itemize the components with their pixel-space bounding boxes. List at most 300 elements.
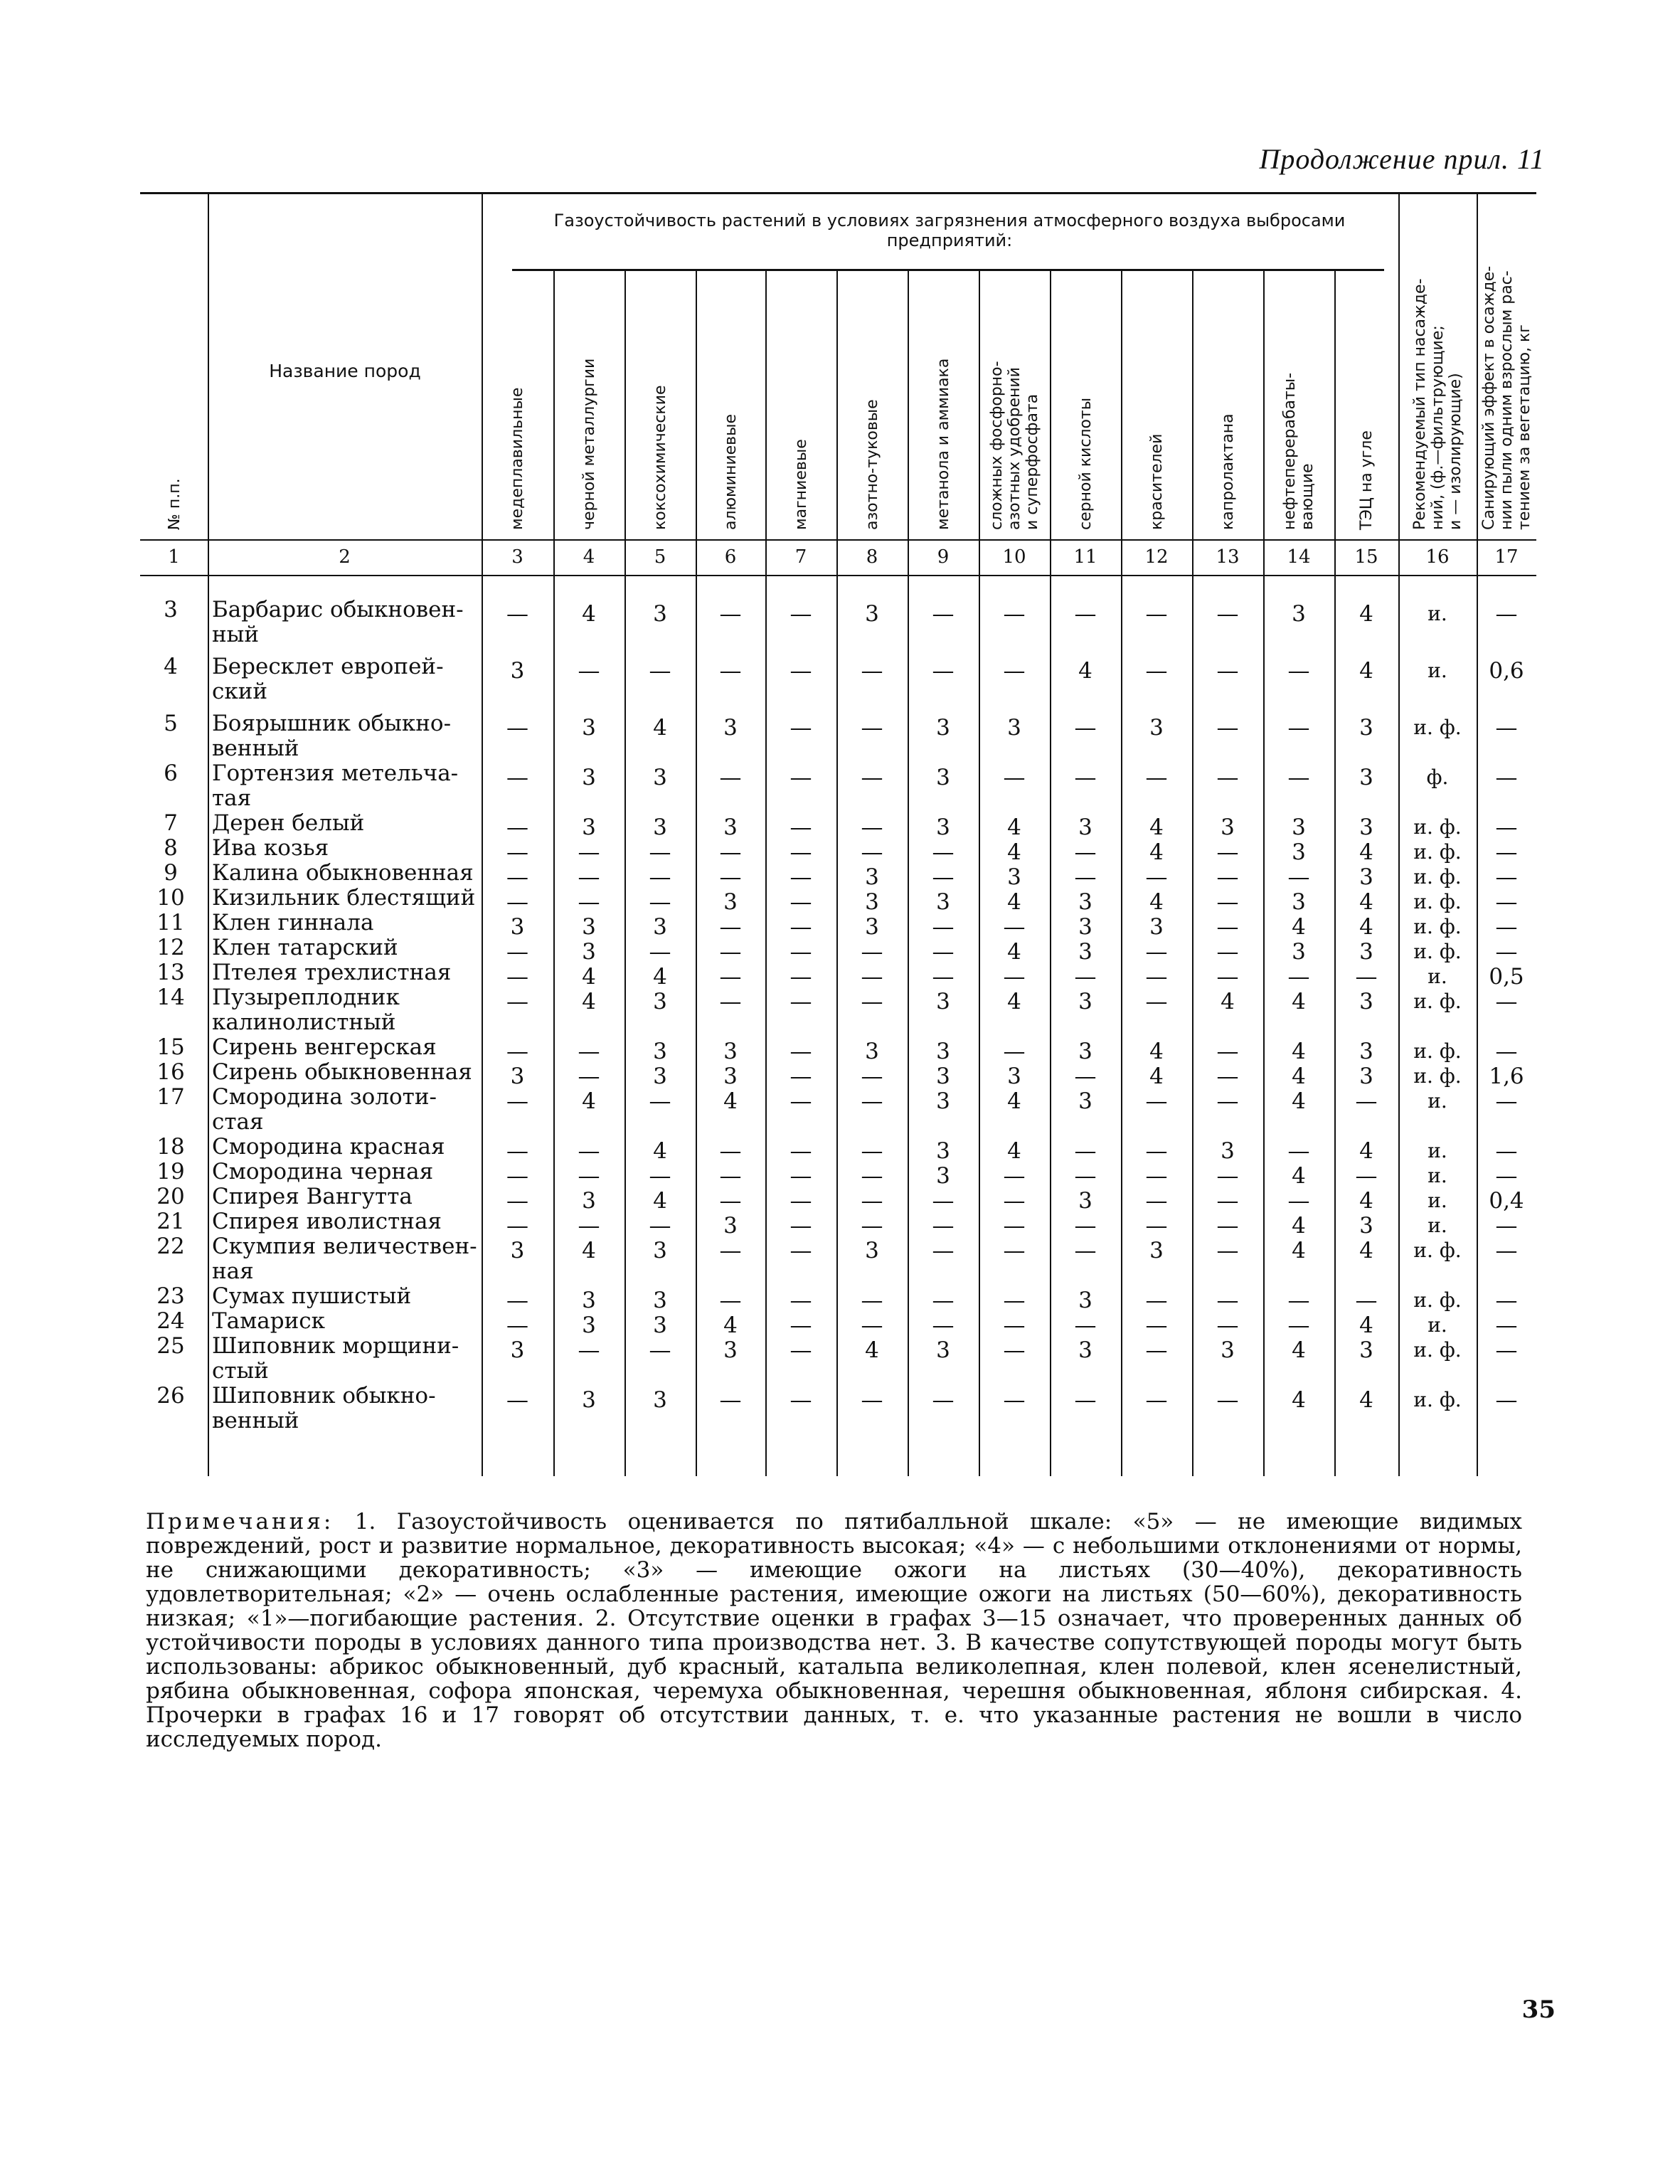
planting-type-cell: и. ф. xyxy=(1413,865,1462,889)
column-number: 3 xyxy=(511,546,523,568)
industry-header-7-text: магниевые xyxy=(792,439,810,530)
rating-cell: — xyxy=(1145,1337,1168,1363)
rating-cell: 3 xyxy=(1078,889,1092,915)
rating-cell: 3 xyxy=(1359,765,1373,790)
species-name: Сирень обыкновенная xyxy=(212,1059,472,1085)
rating-cell: — xyxy=(1074,1387,1097,1413)
rating-cell: — xyxy=(719,1188,742,1214)
rating-cell: 3 xyxy=(1221,1337,1235,1363)
rating-cell: 3 xyxy=(1359,939,1373,965)
rating-cell: — xyxy=(1216,939,1239,965)
rating-cell: 4 xyxy=(723,1313,738,1338)
notes-block xyxy=(146,1510,1522,1751)
rating-cell: — xyxy=(506,815,528,840)
rating-cell: — xyxy=(1074,715,1097,741)
rating-cell: — xyxy=(649,1213,671,1239)
species-name: Птелея трехлистная xyxy=(212,960,452,985)
rating-cell: — xyxy=(861,1313,883,1338)
rating-cell: 3 xyxy=(653,601,667,627)
row-number: 9 xyxy=(164,860,178,886)
rating-cell: 3 xyxy=(510,914,525,940)
column-rule xyxy=(624,270,626,1476)
rating-cell: 3 xyxy=(723,1213,738,1239)
rating-cell: — xyxy=(1145,939,1168,965)
rating-cell: 3 xyxy=(865,889,879,915)
rating-cell: — xyxy=(1003,914,1026,940)
rating-cell: — xyxy=(1003,1337,1026,1363)
rating-cell: 4 xyxy=(1292,914,1306,940)
row-number: 6 xyxy=(164,760,178,786)
row-number: 8 xyxy=(164,835,178,861)
planting-type-cell: и. ф. xyxy=(1413,1064,1462,1088)
rating-cell: 3 xyxy=(582,1387,596,1413)
dust-effect-cell: — xyxy=(1495,1337,1518,1363)
rating-cell: 4 xyxy=(1359,1138,1373,1164)
rating-cell: — xyxy=(649,839,671,865)
rating-cell: — xyxy=(719,765,742,790)
rating-cell: — xyxy=(719,964,742,990)
col17-header-text: Санирующий эффект в осажде- нии пыли одним взрослым рас- тением за вегетацию, кг xyxy=(1479,265,1533,530)
rating-cell: 4 xyxy=(653,715,667,741)
rating-cell: — xyxy=(1287,864,1310,890)
planting-type-cell: ф. xyxy=(1426,765,1449,789)
rating-cell: — xyxy=(1074,1213,1097,1239)
planting-type-cell: и. xyxy=(1428,1139,1447,1162)
row-number: 25 xyxy=(156,1333,185,1359)
rating-cell: — xyxy=(1074,839,1097,865)
rating-cell: — xyxy=(649,864,671,890)
column-rule xyxy=(979,270,980,1476)
colnum-top-rule xyxy=(140,539,1536,541)
rating-cell: — xyxy=(861,964,883,990)
rating-cell: — xyxy=(1003,1238,1026,1263)
rating-cell: — xyxy=(1216,1064,1239,1089)
rating-cell: — xyxy=(1287,1138,1310,1164)
rating-cell: — xyxy=(1003,1387,1026,1413)
rating-cell: — xyxy=(1216,1188,1239,1214)
row-number: 4 xyxy=(164,654,178,679)
rating-cell: 3 xyxy=(653,1288,667,1313)
rating-cell: 3 xyxy=(653,1238,667,1263)
rating-cell: 3 xyxy=(936,889,950,915)
rating-cell: — xyxy=(1287,964,1310,990)
rating-cell: — xyxy=(790,1213,812,1239)
dust-effect-cell: 0,5 xyxy=(1489,964,1524,990)
rating-cell: 3 xyxy=(653,914,667,940)
planting-type-cell: и. xyxy=(1428,602,1447,625)
planting-type-cell: и. ф. xyxy=(1413,1239,1462,1262)
rating-cell: 3 xyxy=(582,765,596,790)
rating-cell: 3 xyxy=(723,1064,738,1089)
column-number: 12 xyxy=(1144,546,1169,568)
rating-cell: — xyxy=(932,601,955,627)
rating-cell: — xyxy=(861,815,883,840)
species-name: Смородина черная xyxy=(212,1159,434,1184)
rating-cell: 3 xyxy=(936,1088,950,1114)
dust-effect-cell: — xyxy=(1495,765,1518,790)
rating-cell: — xyxy=(506,1213,528,1239)
species-name: Боярышник обыкно- венный xyxy=(212,711,452,761)
rating-cell: 3 xyxy=(510,1238,525,1263)
rating-cell: — xyxy=(719,989,742,1014)
rating-cell: — xyxy=(578,658,600,684)
rating-cell: 4 xyxy=(653,1188,667,1214)
rating-cell: — xyxy=(1216,1313,1239,1338)
rating-cell: 4 xyxy=(582,1238,596,1263)
planting-type-cell: и. ф. xyxy=(1413,840,1462,864)
rating-cell: — xyxy=(719,864,742,890)
column-number: 10 xyxy=(1002,546,1026,568)
planting-type-cell: и. xyxy=(1428,659,1447,682)
rating-cell: 3 xyxy=(1078,939,1092,965)
rating-cell: — xyxy=(932,1238,955,1263)
rating-cell: — xyxy=(506,601,528,627)
dust-effect-cell: — xyxy=(1495,989,1518,1014)
rating-cell: 3 xyxy=(1078,815,1092,840)
rating-cell: — xyxy=(1216,1288,1239,1313)
rating-cell: — xyxy=(1216,964,1239,990)
dust-effect-cell: — xyxy=(1495,715,1518,741)
column-rule xyxy=(208,192,209,1476)
column-number: 4 xyxy=(583,546,595,568)
rating-cell: — xyxy=(1355,1163,1378,1189)
rating-cell: — xyxy=(1145,1288,1168,1313)
rating-cell: — xyxy=(1003,658,1026,684)
species-name: Сумах пушистый xyxy=(212,1283,412,1309)
rating-cell: — xyxy=(790,889,812,915)
rating-cell: — xyxy=(506,765,528,790)
rating-cell: 4 xyxy=(1292,1238,1306,1263)
row-number: 11 xyxy=(156,910,185,935)
rating-cell: — xyxy=(932,1188,955,1214)
planting-type-cell: и. ф. xyxy=(1413,1388,1462,1411)
planting-type-cell: и. ф. xyxy=(1413,1288,1462,1312)
rating-cell: — xyxy=(649,658,671,684)
notes-lead: Примечания: xyxy=(146,1509,334,1534)
rating-cell: — xyxy=(1355,1288,1378,1313)
rating-cell: — xyxy=(861,1387,883,1413)
rating-cell: — xyxy=(506,1088,528,1114)
rating-cell: — xyxy=(1074,1238,1097,1263)
species-name: Скумпия величествен- ная xyxy=(212,1234,477,1284)
rating-cell: 3 xyxy=(1359,1064,1373,1089)
rating-cell: — xyxy=(790,601,812,627)
column-number: 16 xyxy=(1425,546,1450,568)
dust-effect-cell: — xyxy=(1495,939,1518,965)
rating-cell: — xyxy=(1145,1188,1168,1214)
rating-cell: — xyxy=(790,815,812,840)
dust-effect-cell: — xyxy=(1495,601,1518,627)
rating-cell: — xyxy=(1074,1064,1097,1089)
rating-cell: 4 xyxy=(1292,1213,1306,1239)
rating-cell: 3 xyxy=(653,1313,667,1338)
rating-cell: 3 xyxy=(1359,989,1373,1014)
rating-cell: — xyxy=(790,1337,812,1363)
column-rule xyxy=(908,270,909,1476)
species-name: Гортензия метельча- тая xyxy=(212,760,459,811)
rating-cell: 3 xyxy=(582,815,596,840)
rating-cell: — xyxy=(1145,964,1168,990)
row-number: 24 xyxy=(156,1308,185,1334)
rating-cell: — xyxy=(578,1138,600,1164)
rating-cell: — xyxy=(790,658,812,684)
species-name: Ива козья xyxy=(212,835,329,861)
planting-type-cell: и. ф. xyxy=(1413,1338,1462,1362)
industry-header-11-text: серной кислоты xyxy=(1076,397,1095,530)
rating-cell: — xyxy=(506,715,528,741)
column-number: 5 xyxy=(654,546,666,568)
dust-effect-cell: — xyxy=(1495,1213,1518,1239)
rating-cell: — xyxy=(1355,1088,1378,1114)
name-header: Название пород xyxy=(269,361,421,381)
rating-cell: 4 xyxy=(582,601,596,627)
rating-cell: 3 xyxy=(653,1064,667,1089)
rating-cell: 4 xyxy=(1359,1238,1373,1263)
dust-effect-cell: — xyxy=(1495,1039,1518,1064)
dust-effect-cell: — xyxy=(1495,1088,1518,1114)
rating-cell: — xyxy=(1216,1213,1239,1239)
rating-cell: — xyxy=(1216,839,1239,865)
rating-cell: — xyxy=(1145,864,1168,890)
rating-cell: — xyxy=(1003,1163,1026,1189)
rating-cell: 3 xyxy=(1007,864,1021,890)
rating-cell: 4 xyxy=(582,964,596,990)
rating-cell: — xyxy=(932,658,955,684)
rating-cell: — xyxy=(861,765,883,790)
colnum-bottom-rule xyxy=(140,575,1536,576)
species-name: Смородина золоти- стая xyxy=(212,1084,437,1135)
species-name: Спирея Вангутта xyxy=(212,1184,413,1209)
rating-cell: — xyxy=(506,1288,528,1313)
rating-cell: — xyxy=(790,1039,812,1064)
rating-cell: — xyxy=(506,989,528,1014)
row-number: 7 xyxy=(164,810,178,836)
column-rule xyxy=(836,270,838,1476)
rating-cell: 4 xyxy=(1359,839,1373,865)
species-name: Пузыреплодник калинолистный xyxy=(212,985,400,1035)
species-name: Калина обыкновенная xyxy=(212,860,474,886)
rating-cell: — xyxy=(1287,658,1310,684)
rating-cell: — xyxy=(932,964,955,990)
planting-type-cell: и. ф. xyxy=(1413,890,1462,913)
rating-cell: — xyxy=(1216,864,1239,890)
rating-cell: — xyxy=(1074,864,1097,890)
rating-cell: — xyxy=(790,765,812,790)
planting-type-cell: и. xyxy=(1428,1189,1447,1212)
rating-cell: 3 xyxy=(1359,1337,1373,1363)
rating-cell: 3 xyxy=(936,815,950,840)
rating-cell: 4 xyxy=(1292,1039,1306,1064)
rating-cell: 3 xyxy=(723,1337,738,1363)
rating-cell: 3 xyxy=(723,715,738,741)
rating-cell: 3 xyxy=(865,601,879,627)
rating-cell: — xyxy=(1287,1313,1310,1338)
rating-cell: 4 xyxy=(1149,889,1164,915)
num-header-text: № п.п. xyxy=(165,478,184,530)
rating-cell: — xyxy=(1216,601,1239,627)
planting-type-cell: и. ф. xyxy=(1413,915,1462,938)
planting-type-cell: и. xyxy=(1428,1164,1447,1187)
rating-cell: — xyxy=(861,1088,883,1114)
notes-text: 1. Газоустойчивость оценивается по пятибалльной шкале: «5» — не имеющие видимых повреждений, рост и развитие нормальное, декоративность высокая; «4» — с небольшими отклонениями от нормы, не снижающими декоративность; «3» — имеющие ожоги на листьях (30—40%), декоративность удовлетворительная; «2» — очень ослабленные растения, имеющие ожоги на листьях (50—60%), декоративность низкая; «1»—погибающие растения. 2. Отсутствие оценки в графах 3—15 означает, что проверенных данных об устойчивости породы в условиях данного типа производства нет. 3. В качестве сопутствующей породы могут быть использованы: абрикос обыкновенный, дуб красный, катальпа великолепная, клен полевой, клен ясенелистный, рябина обыкновенная, софора японская, черемуха обыкновенная, черешня обыкновенная, яблоня сибирская. 4. Прочерки в графах 16 и 17 говорят об отсутствии данных, т. е. что указанные растения не вошли в число исследуемых пород. xyxy=(146,1509,1522,1752)
rating-cell: 3 xyxy=(1078,1337,1092,1363)
rating-cell: 3 xyxy=(1221,1138,1235,1164)
rating-cell: 4 xyxy=(1007,989,1021,1014)
rating-cell: 4 xyxy=(1007,889,1021,915)
dust-effect-cell: — xyxy=(1495,1387,1518,1413)
industry-header-3-text: медеплавильные xyxy=(509,387,526,530)
rating-cell: — xyxy=(861,658,883,684)
rating-cell: — xyxy=(578,1064,600,1089)
rating-cell: 3 xyxy=(510,658,525,684)
rating-cell: 4 xyxy=(1078,658,1092,684)
rating-cell: — xyxy=(861,989,883,1014)
column-rule xyxy=(1121,270,1122,1476)
rating-cell: — xyxy=(790,1288,812,1313)
rating-cell: 3 xyxy=(1221,815,1235,840)
dust-effect-cell: — xyxy=(1495,815,1518,840)
rating-cell: — xyxy=(1216,1163,1239,1189)
column-rule xyxy=(482,192,483,1476)
rating-cell: — xyxy=(861,1288,883,1313)
rating-cell: — xyxy=(1003,1039,1026,1064)
dust-effect-cell: — xyxy=(1495,1238,1518,1263)
rating-cell: — xyxy=(790,989,812,1014)
rating-cell: — xyxy=(1216,914,1239,940)
row-number: 15 xyxy=(156,1034,185,1060)
col16-header-text: Рекомендуемый тип насажде- ний, (ф.—фильтрующие; и — изолирующие) xyxy=(1410,278,1464,530)
rating-cell: 4 xyxy=(723,1088,738,1114)
column-number: 2 xyxy=(339,546,351,568)
rating-cell: 3 xyxy=(653,765,667,790)
rating-cell: — xyxy=(1145,1138,1168,1164)
planting-type-cell: и. ф. xyxy=(1413,940,1462,963)
rating-cell: 3 xyxy=(1078,989,1092,1014)
rating-cell: 4 xyxy=(1359,658,1373,684)
dust-effect-cell: 1,6 xyxy=(1489,1064,1524,1089)
rating-cell: — xyxy=(1216,1039,1239,1064)
rating-cell: 4 xyxy=(1359,889,1373,915)
column-number: 13 xyxy=(1216,546,1240,568)
rating-cell: — xyxy=(578,1039,600,1064)
rating-cell: 3 xyxy=(1292,939,1306,965)
rating-cell: 3 xyxy=(1292,839,1306,865)
rating-cell: 4 xyxy=(1292,989,1306,1014)
rating-cell: — xyxy=(1074,964,1097,990)
rating-cell: 4 xyxy=(1292,1088,1306,1114)
rating-cell: 4 xyxy=(1007,1138,1021,1164)
rating-cell: — xyxy=(790,914,812,940)
dust-effect-cell: — xyxy=(1495,1163,1518,1189)
rating-cell: — xyxy=(1216,1387,1239,1413)
page-number: 35 xyxy=(1521,1995,1556,2024)
rating-cell: — xyxy=(1216,715,1239,741)
column-number: 8 xyxy=(866,546,878,568)
rating-cell: — xyxy=(719,1387,742,1413)
rating-cell: 3 xyxy=(1149,1238,1164,1263)
dust-effect-cell: — xyxy=(1495,839,1518,865)
rating-cell: — xyxy=(578,1337,600,1363)
column-rule xyxy=(1398,192,1400,1476)
planting-type-cell: и. xyxy=(1428,1214,1447,1237)
rating-cell: — xyxy=(506,1138,528,1164)
species-name: Шиповник обыкно- венный xyxy=(212,1383,436,1433)
column-number: 9 xyxy=(937,546,950,568)
rating-cell: 3 xyxy=(510,1337,525,1363)
rating-cell: — xyxy=(790,1188,812,1214)
rating-cell: 3 xyxy=(1359,1213,1373,1239)
rating-cell: 4 xyxy=(1007,815,1021,840)
rating-cell: — xyxy=(790,1064,812,1089)
rating-cell: — xyxy=(790,1238,812,1263)
rating-cell: — xyxy=(649,889,671,915)
column-rule xyxy=(1192,270,1193,1476)
rating-cell: 3 xyxy=(510,1064,525,1089)
rating-cell: 3 xyxy=(653,1039,667,1064)
rating-cell: 3 xyxy=(582,715,596,741)
column-number: 14 xyxy=(1287,546,1311,568)
rating-cell: — xyxy=(1216,658,1239,684)
rating-cell: — xyxy=(790,1138,812,1164)
rating-cell: 3 xyxy=(582,1313,596,1338)
rating-cell: — xyxy=(1145,1313,1168,1338)
rating-cell: 3 xyxy=(936,1337,950,1363)
row-number: 14 xyxy=(156,985,185,1010)
rating-cell: — xyxy=(1003,964,1026,990)
column-number: 17 xyxy=(1494,546,1519,568)
column-rule xyxy=(1050,270,1051,1476)
rating-cell: — xyxy=(506,1188,528,1214)
rating-cell: — xyxy=(719,914,742,940)
rating-cell: 4 xyxy=(1292,1337,1306,1363)
rating-cell: 3 xyxy=(1359,1039,1373,1064)
rating-cell: — xyxy=(719,939,742,965)
species-name: Шиповник морщини- стый xyxy=(212,1333,459,1384)
rating-cell: — xyxy=(1145,658,1168,684)
row-number: 10 xyxy=(156,885,185,911)
rating-cell: 3 xyxy=(1292,601,1306,627)
dust-effect-cell: 0,6 xyxy=(1489,658,1524,684)
rating-cell: — xyxy=(506,1039,528,1064)
row-number: 12 xyxy=(156,935,185,960)
rating-cell: — xyxy=(1287,765,1310,790)
rating-cell: — xyxy=(861,1064,883,1089)
industry-header-10-text: сложных фосфорно- азотных удобрений и суперфосфата xyxy=(987,361,1041,530)
rating-cell: — xyxy=(932,1213,955,1239)
dust-effect-cell: — xyxy=(1495,864,1518,890)
species-name: Клен татарский xyxy=(212,935,398,960)
rating-cell: — xyxy=(861,1213,883,1239)
rating-cell: 3 xyxy=(1292,815,1306,840)
rating-cell: — xyxy=(790,1313,812,1338)
rating-cell: — xyxy=(506,964,528,990)
rating-cell: — xyxy=(1145,989,1168,1014)
rating-cell: — xyxy=(1355,964,1378,990)
industry-header-14-text: нефтеперерабаты- вающие xyxy=(1281,372,1317,530)
rating-cell: 3 xyxy=(865,864,879,890)
rating-cell: 3 xyxy=(723,1039,738,1064)
rating-cell: — xyxy=(1216,1088,1239,1114)
rating-cell: 4 xyxy=(1149,839,1164,865)
rating-cell: 3 xyxy=(1078,914,1092,940)
rating-cell: 4 xyxy=(1007,839,1021,865)
rating-cell: — xyxy=(719,601,742,627)
rating-cell: — xyxy=(506,1163,528,1189)
rating-cell: 3 xyxy=(936,1039,950,1064)
row-number: 5 xyxy=(164,711,178,736)
rating-cell: — xyxy=(1074,1313,1097,1338)
rating-cell: — xyxy=(1216,889,1239,915)
